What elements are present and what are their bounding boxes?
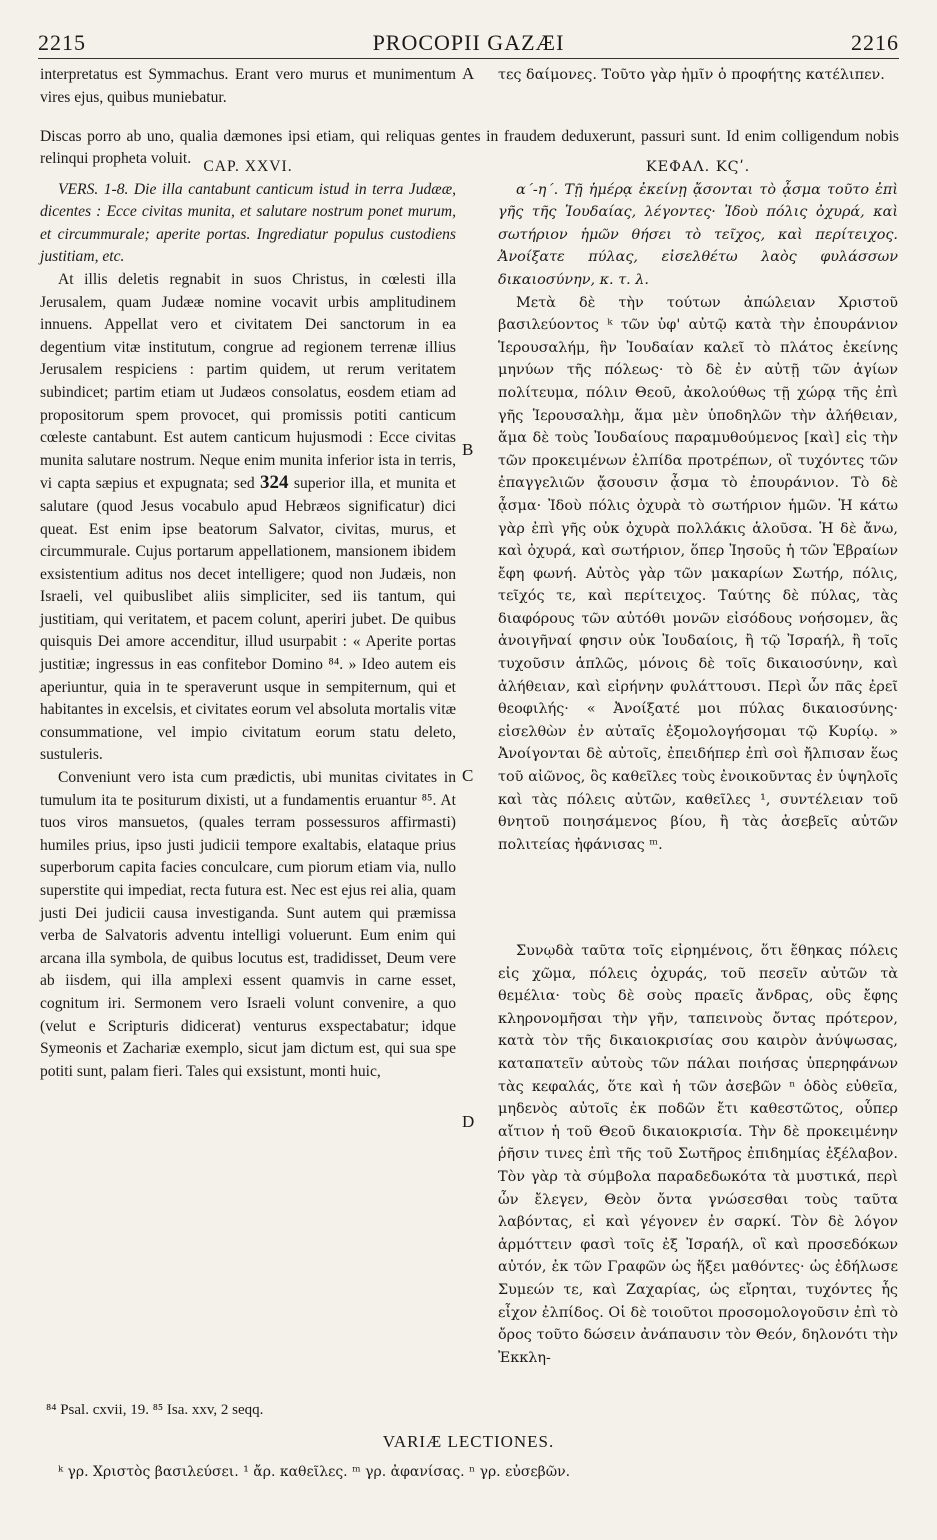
- intro-right-text: τες δαίμονες. Τοῦτο γὰρ ἡμῖν ὁ προφήτης κατέλιπεν.: [498, 67, 885, 83]
- latin-column: [40, 156, 456, 1386]
- latin-chapter-heading: CAP. XXVI.: [203, 158, 293, 175]
- latin-paragraph-2: Conveniunt vero ista cum prædictis, ubi munitas civitates in tumulum ita te positurum dixisti, ut a fundamentis eruantur ⁸⁵. At tuos viros mansuetos, (quales terram possessuros affirmasti) humiles prius, ipso justi judicii tempore exaltabis, elataque prius superborum capita facies conculcare, cum piorum etiam via, nullo superstite qui impediat, recta futura est. Nec est ejus rei alia, quam justi Dei judicii causa investiganda. Sunt autem qui præmissa verba de Salvatoris adventu intelligi voluerunt. Eum enim qui arcana illa symbola, de quibus locutus est, tradidisset, Deum vere ab iisdem, qui illa amplexi essent quamvis in carne esset, cognitum iri. Sermonem vero Israeli volunt convenire, a quo (velut e Scripturis didicerat) venturus exspectabatur; idque Symeonis et Zachariæ exemplo, sicut jam dictum est, qui sua spe potiti sunt, palam fieri. Tales qui exsistunt, monti huic,: [40, 769, 456, 1080]
- variae-lectiones-text: ᵏ γρ. Χριστὸς βασιλεύσει. ¹ ἄρ. καθεῖλες. ᵐ γρ. ἀφανίσας. ⁿ γρ. εὐσεβῶν.: [58, 1464, 571, 1480]
- running-title: PROCOPII GAZÆI: [372, 30, 565, 55]
- column-number-right: 2216: [851, 30, 899, 55]
- intro-full-text: Discas porro ab uno, qualia dæmones ipsi etiam, qui reliquas gentes in fraudem deduxerunt, passuri sunt. Id enim colligendum nobis relinqui propheta voluit.: [40, 127, 899, 168]
- greek-verse: α΄-η΄. Τῇ ἡμέρᾳ ἐκείνῃ ᾄσονται τὸ ᾆσμα τοῦτο ἐπὶ γῆς τῆς Ἰουδαίας, λέγοντες· Ἰδοὺ πόλις ὀχυρά, καὶ σωτήριον ἡμῶν θήσει τὸ τεῖχος, καὶ περίτειχος. Ἀνοίξατε πύλας, εἰσελθέτω λαὸς φυλάσσων δικαιοσύνην, κ. τ. λ.: [498, 181, 898, 288]
- header-rule: [38, 58, 899, 59]
- greek-column-top: [498, 156, 898, 853]
- margin-marker-d: D: [462, 1112, 475, 1131]
- column-number-left: 2215: [38, 30, 86, 55]
- greek-chapter-heading: ΚΕΦΑΛ. ΚϚʹ.: [645, 159, 751, 175]
- intro-right: [498, 64, 898, 110]
- greek-paragraph-1: Μετὰ δὲ τὴν τούτων ἀπώλειαν Χριστοῦ βασιλεύοντος ᵏ τῶν ὑφ' αὐτῷ κατὰ τὴν ἐπουράνιον Ἱερουσαλήμ, ἣν Ἰουδαίαν καλεῖ τὸ πλάτος ἐκείνης μηνύων τῆς πόλεως· τὸ δὲ ἐν αὐτῇ τῶν ἁγίων πολίτευμα, πόλιν Θεοῦ, ἀκολούθως τῇ χώρᾳ τῆς ἐπὶ γῆς Ἱερουσαλὴμ, ἅμα μὲν ὑποδηλῶν τὴν ἀλήθειαν, ἅμα δὲ τοὺς Ἰουδαίους παραμυθούμενος [καὶ] εἰς τὴν τῶν προκειμένων ἐλπίδα προτρέπων, οἳ τυχόντες τῶν ἐπαγγελιῶν ᾄσουσιν ᾆσμα τὸ ἐπουράνιον. Τὸ δὲ ᾆσμα· Ἰδοὺ πόλις ὀχυρὰ τὸ σωτήριον ἡμῶν. Ἡ κάτω γὰρ ἐπὶ γῆς οὐκ ὀχυρὰ πολλάκις ἁλοῦσα. Ἡ δὲ ἄνω, καὶ ὀχυρά, καὶ σωτήριον, ὅπερ Ἰησοῦς ἡ τῶν Ἑβραίων ἔφη φωνή. Αὐτὸς γὰρ τῶν μακαρίων Σωτήρ, πόλις, τεῖχός τε, καὶ περίτειχος. Ταύτης δὲ πύλας, τὰς διαφόρους τῶν αὐτόθι μονῶν εἰσόδους νοήσομεν, ἃς ἀνοιγῆναί φησιν οὐκ Ἰουδαίοις, ἢ τῷ Ἰσραήλ, ἢ τοῖς τυχοῦσιν ἁπλῶς, μόνοις δὲ τοῖς δικαιοσύνην, καὶ ἀλήθειαν, καὶ εἰρήνην φυλάττουσι. Περὶ ὧν πᾶς ἐρεῖ θεοφιλής· « Ἀνοίξατέ μοι πύλας δικαιοσύνης· εἰσελθὼν ἐν αὐταῖς ἐξομολογήσομαι τῷ Κυρίῳ. » Ἀνοίγονται δὲ αὐτοῖς, ἐπειδήπερ ἐπὶ σοὶ ἤλπισαν ἕως τοῦ αἰῶνος, ὃς καθεῖλες τοὺς ἐνοικοῦντας ἐν ὑψηλοῖς καὶ τὰς πόλεις αὐτῶν, καθεῖλες ¹, συντέλειαν τοῦ θνητοῦ ποιησάμενος βίου, ἢ τὰς ἀσεβεῖς αὐτῶν πολιτείας ἠφάνισας ᵐ.: [498, 294, 898, 853]
- latin-paragraph-1b-text: superior illa, et munita et salutare (quod Jesus vocabulo apud Hebræos significatur) dici queat. Est enim ipse beatorum Salvator, civitas, murus, et circummurale. Cujus portarum appellationem, mansionem ibidem exsistentium aditus nos decet intelligere; quod non Judæis, non Israeli, vel quibuslibet aliis simpliciter, sed iis tantum, qui justitiam, qui veritatem, et pacem colunt, aperiri jubet. De quibus quisquis Dei amore accenditur, illud usurpabit : « Aperite portas justitiæ; ingressus in eas confitebor Domino ⁸⁴. » Ideo autem eis aperiuntur, quia in te speraverunt usque in sempiternum, qui et habitantes in excelsis, et civitates eorum vel absoluta mortalis vitæ consummatione, vel impio civitatum eorum statu deleto, sustuleris.: [40, 475, 457, 764]
- intro-left-text: interpretatus est Symmachus. Erant vero murus et munimentum vires ejus, quibus muniebatur.: [40, 66, 456, 106]
- footnotes: ⁸⁴ Psal. cxvii, 19. ⁸⁵ Isa. xxv, 2 seqq.: [46, 1402, 264, 1418]
- running-header: [38, 30, 899, 54]
- margin-marker-a: A: [462, 64, 475, 83]
- greek-column-bottom: [498, 940, 898, 1386]
- latin-paragraph-1: [40, 269, 456, 767]
- intro-left: [40, 64, 456, 110]
- variae-lectiones-title: VARIÆ LECTIONES.: [382, 1432, 555, 1451]
- margin-marker-b: B: [462, 440, 474, 459]
- latin-paragraph-1-text: At illis deletis regnabit in suos Christus, in cœlesti illa Jerusalem, quam Judææ nomine vocavit urbis amplitudinem innuens. Appellat vero et civitatem Dei sanctorum in ea degentium vitæ institutum, congrue ad regionem terrenæ illius Jerusalem respiciens : partim quidem, ut rerum veritatem subindicet; partim etiam ut Judæos consolatus, eosdem etiam ad propositorum spem provocet, qui promissis potiti canticum cœleste cantabunt. Est autem canticum hujusmodi : Ecce civitas munita salutare nostrum. Neque enim munita inferior ista in terris, vi capta sæpius et expugnata; sed: [40, 270, 456, 493]
- latin-verse: VERS. 1-8. Die illa cantabunt canticum istud in terra Judææ, dicentes : Ecce civitas munita, et salutare nostrum ponet murum, et circummurale; aperite portas. Ingrediatur populus custodiens justitiam, etc.: [40, 180, 456, 266]
- margin-marker-c: C: [462, 766, 474, 785]
- page-number-324: 324: [260, 472, 289, 494]
- greek-paragraph-2: Συνῳδὰ ταῦτα τοῖς εἰρημένοις, ὅτι ἔθηκας πόλεις εἰς χῶμα, πόλεις ὀχυράς, τοῦ πεσεῖν αὐτῶν τὰ θεμέλια· τοὺς δὲ σοὺς πραεῖς ἄνδρας, οὓς ἔφης κληρονομῆσαι τὴν γῆν, ταπεινοὺς ὄντας πρότερον, κατὰ τὸν τῆς δικαιοκρισίας σου καιρὸν ἀνύψωσας, καταπατεῖν αὐτοὺς τῶν πάλαι ποιήσας ὑπερηφάνων τὰς κεφαλάς, ὅτε καὶ ἡ τῶν ἀσεβῶν ⁿ ὁδὸς εὐθεῖα, μηδενὸς αὐτοῖς ἐκ ποδῶν ἔτι καθεστῶτος, οὗπερ αἴτιον ἡ τοῦ Θεοῦ δικαιοκρισία. Τὴν δὲ προκειμένην ῥῆσιν τινες ἐπὶ τῆς τοῦ Σωτῆρος ἐπιδημίας ἐξέλαβον. Τὸν γὰρ τὰ σύμβολα παραδεδωκότα τὰ μυστικά, περὶ ὧν ἔλεγεν, Θεὸν ὄντα γνώσεσθαι τοὺς ταῦτα λαβόντας, εἰ καὶ γέγονεν ἐν σαρκί. Τὸν δὲ λόγον ἁρμόττειν φασὶ τοῖς ἐξ Ἰσραήλ, οἳ καὶ προσεδόκων αὐτόν, ἐκ τῶν Γραφῶν ὡς ἥξει μαθόντες· ὡς ἐδήλωσε Συμεών τε, καὶ Ζαχαρίας, ὡς εἴρηται, τυχόντες ἧς εἶχον ἐλπίδος. Οἱ δὲ τοιοῦτοι προσομολογοῦσιν ἐπὶ τὸ ὄρος τοῦτο δώσειν ἀνάπαυσιν τὸν Θεόν, δηλονότι τὴν Ἐκκλη-: [498, 943, 898, 1366]
